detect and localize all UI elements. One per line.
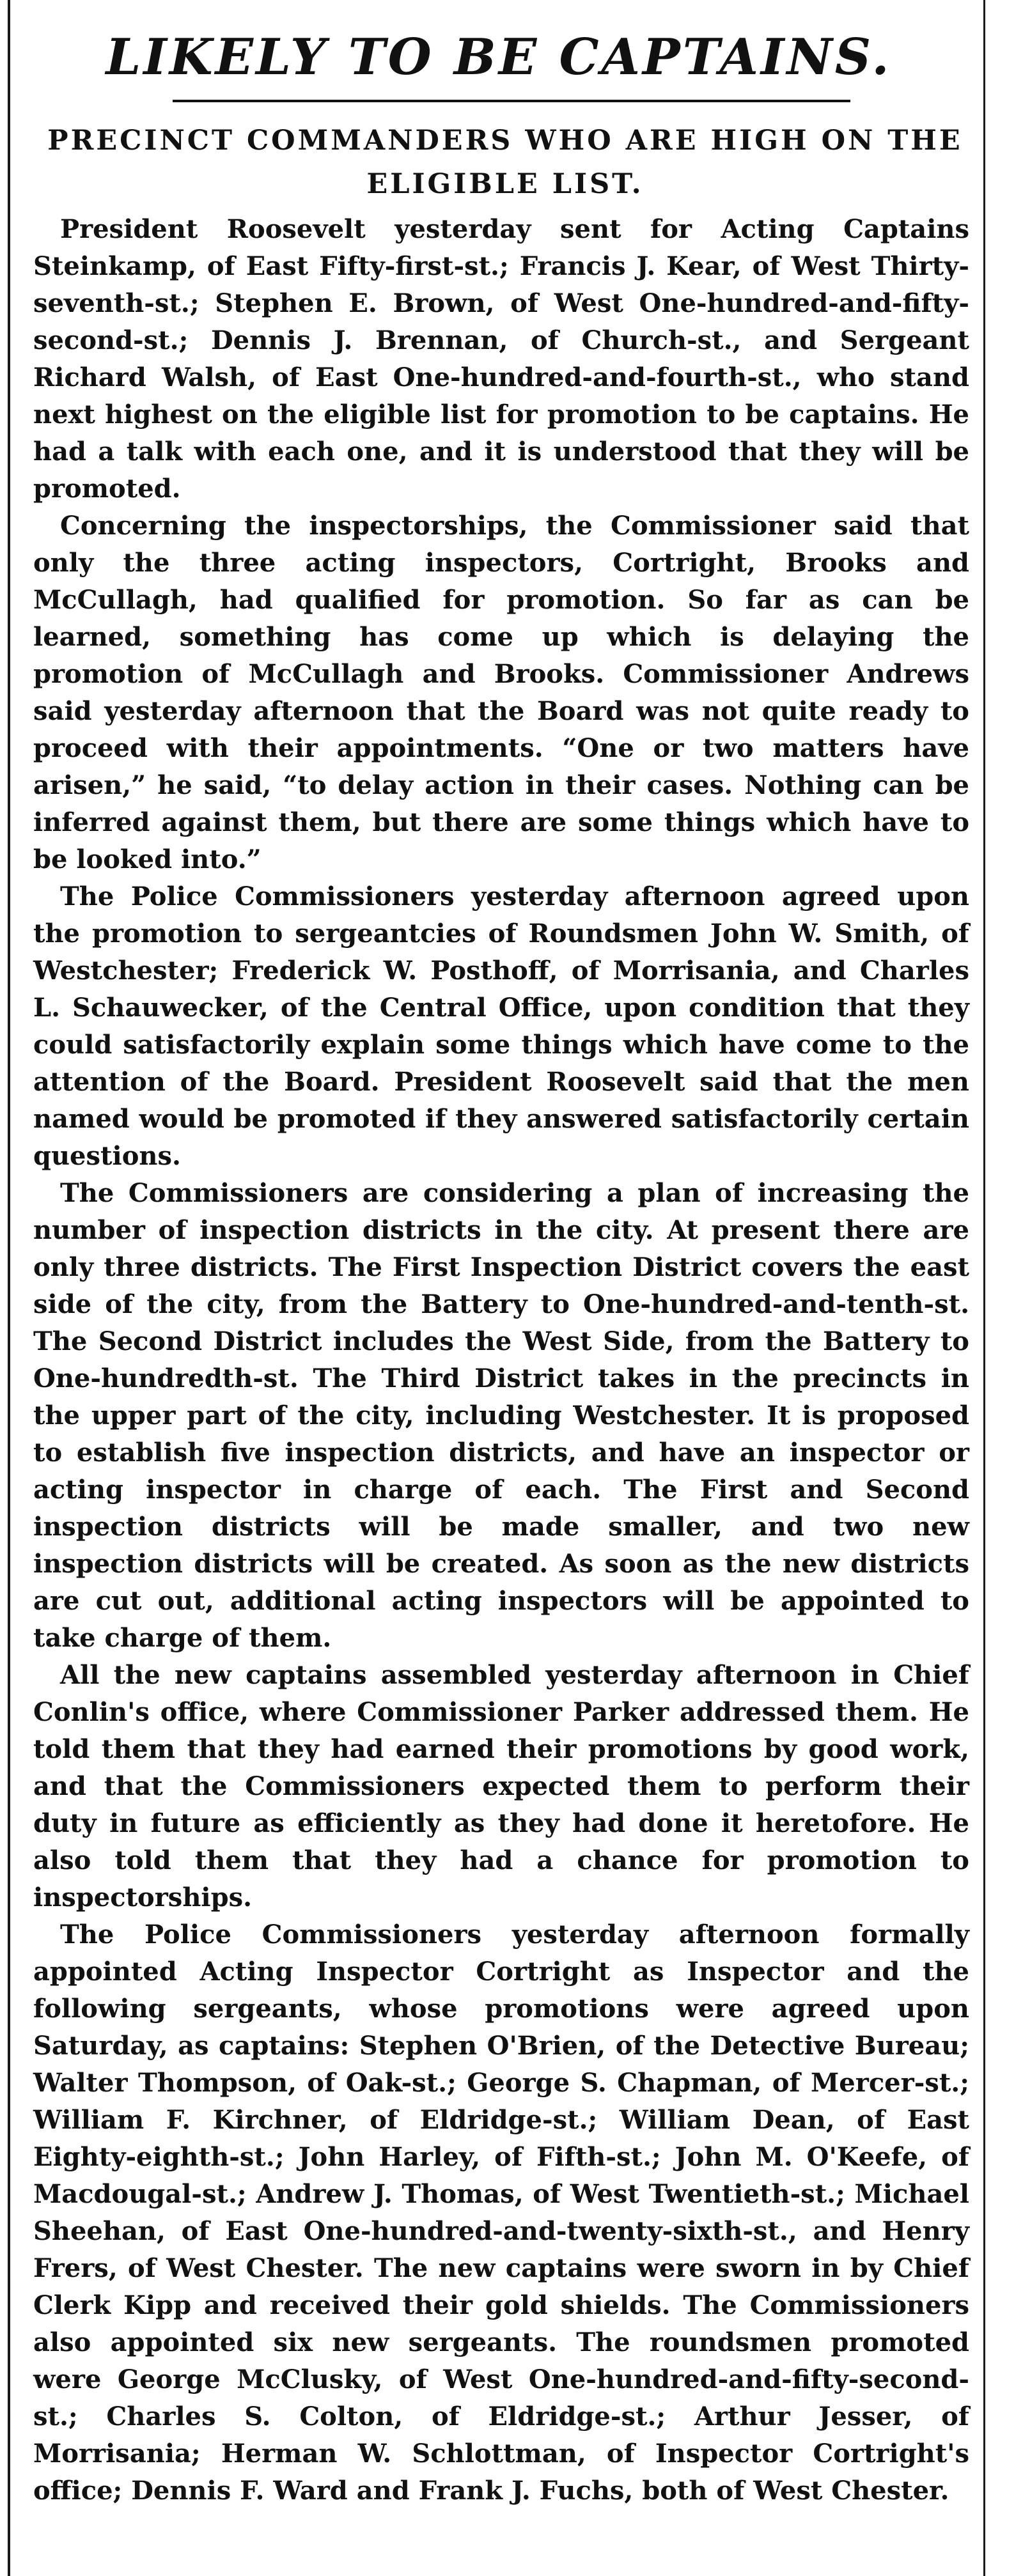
headline: LIKELY TO BE CAPTAINS.	[105, 28, 892, 86]
subheadline: PRECINCT COMMANDERS WHO ARE HIGH ON THE ELIGIBLE LIST.	[47, 125, 963, 200]
article-body	[33, 211, 969, 2510]
paragraph-roosevelt-summons: President Roosevelt yesterday sent for Acting Captains Steinkamp, of East Fifty-first-st.; Francis J. Kear, of West Thirty-seventh-st.; Stephen E. Brown, of West One-hundred-and-fifty-second-st.; Dennis J. Brennan, of Church-st., and Sergeant Richard Walsh, of East One-hundred-and-fourth-st., who stand next highest on the eligible list for promotion to be captains. He had a talk with each one, and it is understood that they will be promoted.	[33, 214, 969, 504]
headline-rule	[173, 100, 850, 102]
column-rule-left	[8, 0, 10, 2576]
paragraph-inspectorships: Concerning the inspectorships, the Commissioner said that only the three acting inspectors, Cortright, Brooks and McCullagh, had qualified for promotion. So far as can be learned, something has come up which is delaying the promotion of McCullagh and Brooks. Commissioner Andrews said yesterday afternoon that the Board was not quite ready to proceed with their appointments. “One or two matters have arisen,” he said, “to delay action in their cases. Nothing can be inferred against them, but there are some things which have to be looked into.”	[33, 511, 969, 874]
paragraph-captains-assembled: All the new captains assembled yesterday afternoon in Chief Conlin's office, where Commissioner Parker addressed them. He told them that they had earned their promotions by good work, and that the Commissioners expected them to perform their duty in future as efficiently as they had done it heretofore. He also told them that they had a chance for promotion to inspectorships.	[33, 1660, 969, 1913]
paragraph-formal-appointments: The Police Commissioners yesterday afternoon formally appointed Acting Inspector Cortright as Inspector and the following sergeants, whose promotions were agreed upon Saturday, as captains: Stephen O'Brien, of the Detective Bureau; Walter Thompson, of Oak-st.; George S. Chapman, of Mercer-st.; William F. Kirchner, of Eldridge-st.; William Dean, of East Eighty-eighth-st.; John Harley, of Fifth-st.; John M. O'Keefe, of Macdougal-st.; Andrew J. Thomas, of West Twentieth-st.; Michael Sheehan, of East One-hundred-and-twenty-sixth-st., and Henry Frers, of West Chester. The new captains were sworn in by Chief Clerk Kipp and received their gold shields. The Commissioners also appointed six new sergeants. The roundsmen promoted were George McClusky, of West One-hundred-and-fifty-second-st.; Charles S. Colton, of Eldridge-st.; Arthur Jesser, of Morrisania; Herman W. Schlottman, of Inspector Cortright's office; Dennis F. Ward and Frank J. Fuchs, both of West Chester.	[33, 1920, 969, 2506]
paragraph-sergeantcies: The Police Commissioners yesterday afternoon agreed upon the promotion to sergeantcies of Roundsmen John W. Smith, of Westchester; Frederick W. Posthoff, of Morrisania, and Charles L. Schauwecker, of the Central Office, upon condition that they could satisfactorily explain some things which have come to the attention of the Board. President Roosevelt said that the men named would be promoted if they answered satisfactorily certain questions.	[33, 881, 969, 1171]
paragraph-inspection-districts: The Commissioners are considering a plan of increasing the number of inspection districts in the city. At present there are only three districts. The First Inspection District covers the east side of the city, from the Battery to One-hundred-and-tenth-st. The Second District includes the West Side, from the Battery to One-hundredth-st. The Third District takes in the precincts in the upper part of the city, including Westchester. It is proposed to establish five inspection districts, and have an inspector or acting inspector in charge of each. The First and Second inspection districts will be made smaller, and two new inspection districts will be created. As soon as the new districts are cut out, additional acting inspectors will be appointed to take charge of them.	[33, 1178, 969, 1653]
column-rule-right	[983, 0, 985, 2576]
